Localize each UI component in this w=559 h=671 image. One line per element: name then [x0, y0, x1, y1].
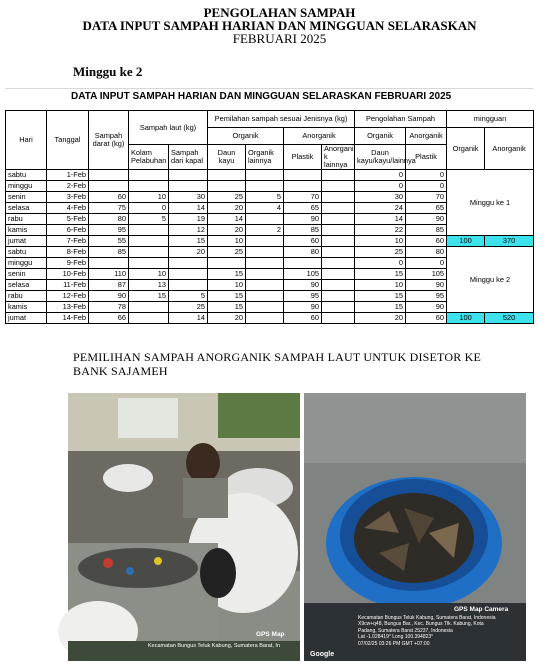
table-cell: 9-Feb: [47, 258, 89, 269]
col-sampah-darat: Sampah darat (kg): [89, 111, 129, 170]
table-cell: 0: [406, 181, 447, 192]
table-cell: 70: [406, 192, 447, 203]
table-cell: 5-Feb: [47, 214, 89, 225]
table-cell: minggu: [6, 181, 47, 192]
table-cell: 0: [355, 181, 406, 192]
table-cell: 15: [355, 291, 406, 302]
table-row: [6, 170, 534, 181]
table-cell: 80: [89, 214, 129, 225]
table-cell: [129, 302, 169, 313]
table-cell: 10: [208, 236, 246, 247]
table-cell: 85: [406, 225, 447, 236]
table-cell: 15: [169, 236, 208, 247]
table-cell: senin: [6, 192, 47, 203]
col-mingguan: mingguan: [447, 111, 534, 128]
col-pengolahan: Pengolahan Sampah: [355, 111, 447, 128]
table-cell: 25: [355, 247, 406, 258]
table-cell: [246, 170, 284, 181]
photo1-caption: Kecamatan Bungus Teluk Kabung, Sumatera Barat, In: [148, 643, 280, 649]
table-cell: 4: [246, 203, 284, 214]
week-label: Minggu ke 2: [73, 64, 143, 79]
section-title: PEMILIHAN SAMPAH ANORGANIK SAMPAH LAUT UNTUK DISETOR KE BANK SAJAMEH: [73, 350, 482, 378]
table-cell: 90: [89, 291, 129, 302]
col-anorganik-lainnya: Anorgani k lainnya: [322, 145, 355, 170]
table-cell: 0: [129, 203, 169, 214]
table-cell: [208, 258, 246, 269]
header-title: PENGOLAHAN SAMPAH: [203, 5, 356, 20]
table-cell: 15: [129, 291, 169, 302]
table-cell: 14: [169, 313, 208, 324]
table-cell: rabu: [6, 291, 47, 302]
table-cell: [322, 269, 355, 280]
table-cell: 4-Feb: [47, 203, 89, 214]
table-cell: 5: [246, 192, 284, 203]
table-cell: kamis: [6, 302, 47, 313]
table-cell: 60: [284, 313, 322, 324]
table-cell: [246, 236, 284, 247]
table-cell: 12: [169, 225, 208, 236]
table-cell: 5: [129, 214, 169, 225]
header-subtitle: DATA INPUT SAMPAH HARIAN DAN MINGGUAN SELARASKAN: [82, 18, 477, 33]
col-tanggal: Tanggal: [47, 111, 89, 170]
col-hari: Hari: [6, 111, 47, 170]
header-month: FEBRUARI 2025: [232, 31, 327, 46]
table-cell: [322, 236, 355, 247]
gps-info-line: Lat -1.028419° Long 100.394823°: [358, 634, 434, 641]
table-cell: 60: [406, 236, 447, 247]
table-cell: 90: [284, 280, 322, 291]
table-cell: [246, 214, 284, 225]
table-cell: 105: [284, 269, 322, 280]
table-cell: [129, 236, 169, 247]
table-cell: 55: [89, 236, 129, 247]
table-cell: [284, 258, 322, 269]
table-cell: 15: [355, 269, 406, 280]
table-cell: 30: [169, 192, 208, 203]
table-cell: [129, 170, 169, 181]
col-organik: Organik: [208, 128, 284, 145]
table-cell: 60: [89, 192, 129, 203]
table-cell: [322, 258, 355, 269]
col-daun-kayu: Daun kayu: [208, 145, 246, 170]
table-cell: 70: [284, 192, 322, 203]
table-cell: 87: [89, 280, 129, 291]
table-cell: [89, 170, 129, 181]
table-cell: 105: [406, 269, 447, 280]
sheet-title: DATA INPUT SAMPAH HARIAN DAN MINGGUAN SELARASKAN FEBRUARI 2025: [5, 88, 533, 104]
table-cell: 0: [406, 170, 447, 181]
table-cell: 10: [129, 192, 169, 203]
table-cell: [322, 247, 355, 258]
table-cell: senin: [6, 269, 47, 280]
table-cell: [246, 313, 284, 324]
table-cell: 78: [89, 302, 129, 313]
table-cell: kamis: [6, 225, 47, 236]
table-cell: 95: [284, 291, 322, 302]
col-sampah-laut: Sampah laut (kg): [129, 111, 208, 145]
table-cell: 14: [169, 203, 208, 214]
table-row: [6, 236, 534, 247]
table-cell: 95: [89, 225, 129, 236]
table-cell: 2-Feb: [47, 181, 89, 192]
table-cell: 11-Feb: [47, 280, 89, 291]
table-cell: [322, 181, 355, 192]
table-cell: 110: [89, 269, 129, 280]
table-cell: [246, 269, 284, 280]
gps-info-line: Kecamatan Bungus Teluk Kabung, Sumatera Barat, Indonesia: [358, 615, 496, 621]
table-cell: [246, 258, 284, 269]
gps-map-badge: GPS Map: [256, 631, 285, 638]
col-ming-anorganik: Anorganik: [485, 128, 534, 170]
table-cell: [322, 203, 355, 214]
table-cell: 90: [406, 302, 447, 313]
table-cell: 80: [406, 247, 447, 258]
table-cell: [246, 280, 284, 291]
col-kolam-pelabuhan: Kolam Pelabuhan: [129, 145, 169, 170]
table-cell: 14-Feb: [47, 313, 89, 324]
photo-bucket: [304, 393, 526, 661]
table-cell: 15: [208, 269, 246, 280]
table-row: [6, 247, 534, 258]
week1-anorganik-total: 370: [485, 236, 534, 247]
table-cell: 15: [355, 302, 406, 313]
table-cell: 65: [284, 203, 322, 214]
table-cell: [322, 225, 355, 236]
table-cell: 90: [284, 302, 322, 313]
waste-data-table: [5, 110, 534, 324]
table-cell: 14: [355, 214, 406, 225]
table-cell: 14: [208, 214, 246, 225]
table-cell: 80: [284, 247, 322, 258]
table-cell: 30: [355, 192, 406, 203]
col-anorganik: Anorganik: [284, 128, 355, 145]
table-cell: 20: [208, 313, 246, 324]
table-cell: [246, 181, 284, 192]
table-cell: [246, 291, 284, 302]
table-cell: minggu: [6, 258, 47, 269]
table-cell: [246, 247, 284, 258]
col-plastik: Plastik: [284, 145, 322, 170]
document-header: [0, 6, 559, 45]
table-cell: 60: [406, 313, 447, 324]
table-cell: [322, 192, 355, 203]
table-cell: 15: [208, 302, 246, 313]
table-row: [6, 313, 534, 324]
week2-summary-label: Minggu ke 2: [447, 247, 534, 313]
table-cell: [129, 313, 169, 324]
table-cell: 60: [284, 236, 322, 247]
table-cell: 7-Feb: [47, 236, 89, 247]
table-cell: 3-Feb: [47, 192, 89, 203]
table-cell: 65: [406, 203, 447, 214]
table-cell: 20: [355, 313, 406, 324]
table-cell: selasa: [6, 280, 47, 291]
table-cell: 1-Feb: [47, 170, 89, 181]
table-cell: [89, 258, 129, 269]
table-cell: 20: [208, 203, 246, 214]
week2-organik-total: 100: [447, 313, 485, 324]
col-pemilahan: Pemilahan sampah sesuai Jenisnya (kg): [208, 111, 355, 128]
table-cell: 0: [355, 258, 406, 269]
table-cell: 25: [208, 247, 246, 258]
table-cell: 0: [355, 170, 406, 181]
table-cell: jumat: [6, 236, 47, 247]
google-logo: Google: [310, 651, 335, 658]
col-sampah-dari-kapal: Sampah dari kapal: [169, 145, 208, 170]
col-peng-plastik: Plastik: [406, 145, 447, 170]
table-cell: [322, 291, 355, 302]
table-cell: [169, 170, 208, 181]
table-cell: 20: [169, 247, 208, 258]
table-cell: 10: [355, 280, 406, 291]
table-cell: 95: [406, 291, 447, 302]
table-cell: rabu: [6, 214, 47, 225]
week1-summary-label: Minggu ke 1: [447, 170, 534, 236]
gps-info-line: Padang, Sumatera Barat 25237, Indonesia: [358, 627, 453, 634]
table-cell: [129, 225, 169, 236]
table-cell: [169, 181, 208, 192]
table-cell: 66: [89, 313, 129, 324]
table-cell: 6-Feb: [47, 225, 89, 236]
table-cell: selasa: [6, 203, 47, 214]
table-cell: jumat: [6, 313, 47, 324]
table-cell: 19: [169, 214, 208, 225]
table-cell: 15: [208, 291, 246, 302]
table-cell: [322, 170, 355, 181]
table-cell: 22: [355, 225, 406, 236]
table-cell: 10-Feb: [47, 269, 89, 280]
table-cell: 13: [129, 280, 169, 291]
table-cell: 25: [208, 192, 246, 203]
table-cell: 24: [355, 203, 406, 214]
table-cell: sabtu: [6, 170, 47, 181]
week1-organik-total: 100: [447, 236, 485, 247]
col-daun-kayu-lainnya: Daun kayu/kayu/lainnya: [355, 145, 406, 170]
col-organik-lainnya: Organik lainnya: [246, 145, 284, 170]
table-cell: 0: [406, 258, 447, 269]
table-cell: [169, 280, 208, 291]
table-cell: 13-Feb: [47, 302, 89, 313]
table-cell: [322, 280, 355, 291]
table-cell: 5: [169, 291, 208, 302]
table-cell: 8-Feb: [47, 247, 89, 258]
table-cell: [208, 181, 246, 192]
table-cell: 10: [355, 236, 406, 247]
table-cell: 10: [208, 280, 246, 291]
table-cell: 2: [246, 225, 284, 236]
table-cell: 90: [406, 280, 447, 291]
table-cell: [169, 269, 208, 280]
gps-location-info: [358, 615, 520, 647]
table-cell: 12-Feb: [47, 291, 89, 302]
table-cell: 90: [284, 214, 322, 225]
table-cell: 90: [406, 214, 447, 225]
table-cell: 10: [129, 269, 169, 280]
table-cell: [322, 313, 355, 324]
table-cell: [322, 302, 355, 313]
spreadsheet-excerpt: [5, 88, 533, 330]
col-peng-anorganik: Anorganik: [406, 128, 447, 145]
table-cell: [129, 258, 169, 269]
table-cell: 25: [169, 302, 208, 313]
gps-info-line: 07/02/25 03:26 PM GMT +07:00: [358, 640, 430, 647]
table-cell: [284, 181, 322, 192]
table-cell: [169, 258, 208, 269]
table-cell: [129, 247, 169, 258]
col-ming-organik: Organik: [447, 128, 485, 170]
table-cell: 85: [284, 225, 322, 236]
table-cell: [246, 302, 284, 313]
week2-anorganik-total: 520: [485, 313, 534, 324]
table-cell: sabtu: [6, 247, 47, 258]
table-cell: [89, 181, 129, 192]
table-cell: 75: [89, 203, 129, 214]
table-cell: 85: [89, 247, 129, 258]
table-cell: [322, 214, 355, 225]
table-cell: [284, 170, 322, 181]
photo-sorting-waste: [68, 393, 300, 661]
gps-map-camera-badge: GPS Map Camera: [454, 606, 509, 613]
gps-info-line: X9cw+q48, Bungus Bar., Kec. Bungus Tlk. Kabung, Kota: [358, 621, 484, 628]
col-peng-organik: Organik: [355, 128, 406, 145]
table-cell: [129, 181, 169, 192]
table-cell: [208, 170, 246, 181]
table-cell: 20: [208, 225, 246, 236]
